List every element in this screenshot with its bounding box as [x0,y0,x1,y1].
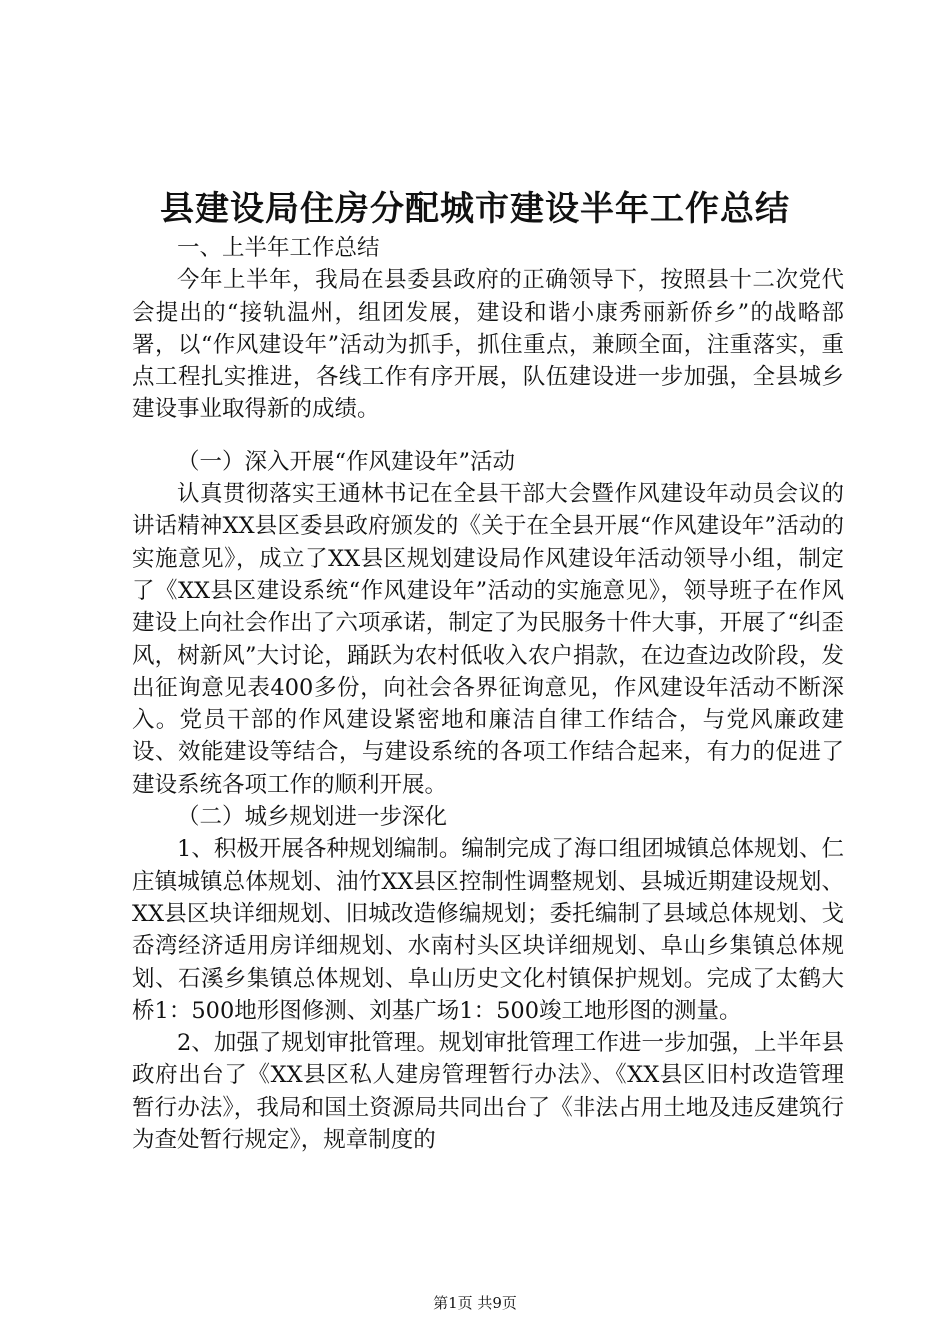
section-heading-style-year: （一）深入开展“作风建设年”活动 [177,448,516,475]
section-heading-summary: 一、上半年工作总结 [177,235,380,261]
paragraph-style-year: 认真贯彻落实王通林书记在全县干部大会暨作风建设年动员会议的讲话精神XX县区委县政府颁发的《关于在全县开展“作风建设年”活动的实施意见》，成立了XX县区规划建设局作风建设年活动领导小组，制定了《XX县区建设系统“作风建设年”活动的实施意见》，领导班子在作风建设上向社会作出了六项承诺，制定了为民服务十件大事，开展了“纠歪风，树新风”大讨论，踊跃为农村低收入农户捐款，在边查边改阶段，发出征询意见表400多份，向社会各界征询意见，作风建设年活动不断深入。党员干部的作风建设紧密地和廉洁自律工作结合，与党风廉政建设、效能建设等结合，与建设系统的各项工作结合起来，有力的促进了建设系统各项工作的顺利开展。 [132,481,844,798]
document-title: 县建设局住房分配城市建设半年工作总结 [160,189,790,229]
section-heading-planning: （二）城乡规划进一步深化 [177,804,448,831]
paragraph-planning-approval: 2、加强了规划审批管理。规划审批管理工作进一步加强，上半年县政府出台了《XX县区私人建房管理暂行办法》、《XX县区旧村改造管理暂行办法》，我局和国土资源局共同出台了《非法占用土地及违反建筑行为查处暂行规定》，规章制度的 [132,1030,844,1154]
document-body [132,232,844,1156]
page-number-footer: 第1页 共9页 [433,1294,517,1312]
paragraph-planning-compilation: 1、积极开展各种规划编制。编制完成了海口组团城镇总体规划、仁庄镇城镇总体规划、油竹XX县区控制性调整规划、县城近期建设规划、XX县区块详细规划、旧城改造修编规划；委托编制了县域总体规划、戈岙湾经济适用房详细规划、水南村头区块详细规划、阜山乡集镇总体规划、石溪乡集镇总体规划、阜山历史文化村镇保护规划。完成了太鹤大桥1：500地形图修测、刘基广场1：500竣工地形图的测量。 [132,836,844,1024]
paragraph-intro: 今年上半年，我局在县委县政府的正确领导下，按照县十二次党代会提出的“接轨温州，组团发展，建设和谐小康秀丽新侨乡”的战略部署，以“作风建设年”活动为抓手，抓住重点，兼顾全面，注重落实，重点工程扎实推进，各线工作有序开展，队伍建设进一步加强，全县城乡建设事业取得新的成绩。 [132,267,844,423]
